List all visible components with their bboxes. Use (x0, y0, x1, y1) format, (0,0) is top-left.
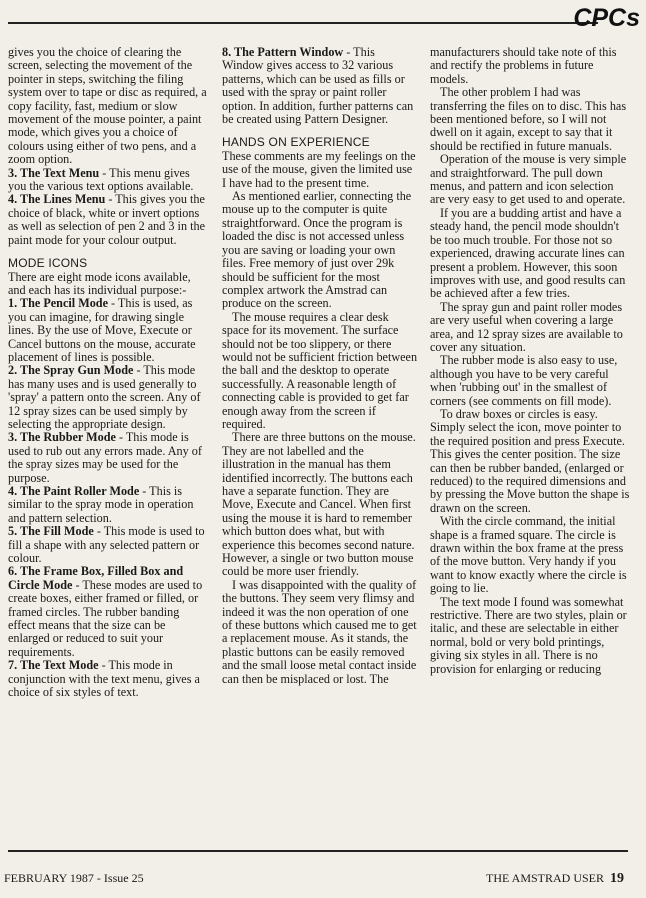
paragraph: To draw boxes or circles is easy. Simply select the icon, move pointer to the required position and press Execute. This gives the center position. The size can then be rubber banded, (enlarged or reduced) to the required dimensions and by pressing the Move button the shape is drawn on the screen. (430, 406, 630, 515)
magazine-name: THE AMSTRAD USER (485, 871, 604, 885)
paragraph: The mouse requires a clear desk space for its movement. The surface should not be too slippery, or there would not be sufficient friction between the ball and the desktop to operate successfully. A reasonable length of connecting cable is provided to get far enough away from the screen if required. (222, 309, 418, 431)
issue-date: FEBRUARY 1987 - Issue 25 (4, 871, 144, 885)
paragraph: The other problem I had was transferring the files on to disc. This has been mentioned before, so I will not dwell on it again, except to say that it should be rectified in future manuals. (430, 85, 627, 153)
mode-item-7: 7. The Text Mode - This mode in conjunction with the text menu, gives a choice of six styles of text. (8, 658, 200, 700)
mode-item-3: 3. The Rubber Mode - This mode is used to rub out any errors made. Any of the spray sizes may be used for the purpose. (8, 430, 202, 485)
mode-item-5: 5. The Fill Mode - This mode is used to fill a shape with any selected pattern or colour. (8, 524, 205, 566)
mode-item-1: 1. The Pencil Mode - This is used, as you can imagine, for drawing single lines. By the use of Move, Execute or Cancel buttons on the mouse, accurate placement of lines is possible. (8, 296, 196, 364)
mode-item-4: 4. The Paint Roller Mode - This is similar to the spray mode in operation and pattern selection. (8, 484, 194, 525)
paragraph: manufacturers should take note of this and rectify the problems in future models. (430, 46, 617, 86)
header-rule (8, 22, 598, 24)
paragraph: If you are a budding artist and have a steady hand, the pencil mode shouldn't be too much trouble. For those not so experienced, drawing accurate lines can present a problem. However, this soon improves with use, and good results can be achieved after a few tries. (430, 205, 626, 301)
section-tag: CPCs (573, 4, 640, 32)
hands-on-heading: HANDS ON EXPERIENCE (222, 135, 370, 150)
column1-intro: gives you the choice of clearing the screen, selecting the movement of the pointer in steps, switching the filing system over to tape or disc as required, a copy facility, fast, medium or slow movement of the mouse pointer, a paint mode, which gives you a choice of colours using either of two pens, and a zoom option. (8, 46, 207, 167)
footer-credit (486, 871, 624, 887)
mode-icons-intro: There are eight mode icons available, and each has its individual purpose:- (8, 269, 191, 297)
paragraph: I was disappointed with the quality of the buttons. They seem very flimsy and indeed it was the non operation of one of these buttons which caused me to get a replacement mouse. As it stands, the plastic buttons can be easily removed and the small loose metal contact inside can then be misplaced or lost. The (222, 577, 417, 686)
mode-item-8: 8. The Pattern Window - This Window gives access to 32 various patterns, which can be used as fills or used with the spray or paint roller option. In addition, further patterns can be created using Pattern Designer. (222, 46, 414, 127)
mode-item-6: 6. The Frame Box, Filled Box and Circle Mode - These modes are used to create boxes, either framed or filled, or framed circles. The rubber banding effect means that the size can be enlarged or reduced to suit your requirements. (8, 564, 203, 659)
paragraph: Operation of the mouse is very simple and straightforward. The pull down menus, and pattern and icon selection are very easy to get used to and operate. (430, 152, 627, 207)
paragraph: As mentioned earlier, connecting the mouse up to the computer is quite straightforward. Once the program is loaded the disc is not accessed unless you are saving or loading your own files. Free memory of just over 29k should be sufficient for the most complex artwork the Amstrad can produce on the screen. (222, 189, 412, 311)
paragraph: The text mode I found was somewhat restrictive. There are two styles, plain or italic, and these are selectable in either normal, bold or very bold printings, giving six styles in all. There is no provision for enlarging or reducing (430, 594, 627, 676)
footer-rule (8, 850, 628, 852)
page-number: 19 (610, 871, 624, 886)
column-2 (222, 46, 418, 836)
paragraph: The rubber mode is also easy to use, although you have to be very careful when 'rubbing out' in the smallest of corners (see comments on fill mode). (430, 353, 618, 408)
column-1 (8, 46, 208, 836)
menu-item-3: 3. The Text Menu - This menu gives you the various text options available. (8, 165, 194, 194)
paragraph: The spray gun and paint roller modes are very useful when covering a large area, and 12 spray sizes are available to cover any situation. (430, 299, 623, 354)
menu-item-4: 4. The Lines Menu - This gives you the choice of black, white or invert options as well as selection of pen 2 and 3 in the paint mode for your colour output. (8, 192, 205, 247)
paragraph: These comments are my feelings on the use of the mouse, given the limited use I have had to the present time. (222, 148, 416, 190)
paragraph: There are three buttons on the mouse. They are not labelled and the illustration in the manual has them identified incorrectly. The buttons each have a separate function. They are Move, Execute and Cancel. When first using the mouse it is hard to remember which button does what, but with experience this becomes second nature. However, a single or two button mouse could be more user friendly. (222, 430, 416, 579)
column-3 (430, 46, 630, 836)
paragraph: With the circle command, the initial shape is a framed square. The circle is drawn within the box frame at the press of the move button. Very handy if you want to know exactly where the circle is going to lie. (430, 514, 627, 596)
mode-icons-heading: MODE ICONS (8, 256, 88, 271)
mode-item-2: 2. The Spray Gun Mode - This mode has many uses and is used generally to 'spray' a pattern onto the screen. Any of 12 spray sizes can be used simply by selecting the appropriate design. (8, 363, 201, 431)
